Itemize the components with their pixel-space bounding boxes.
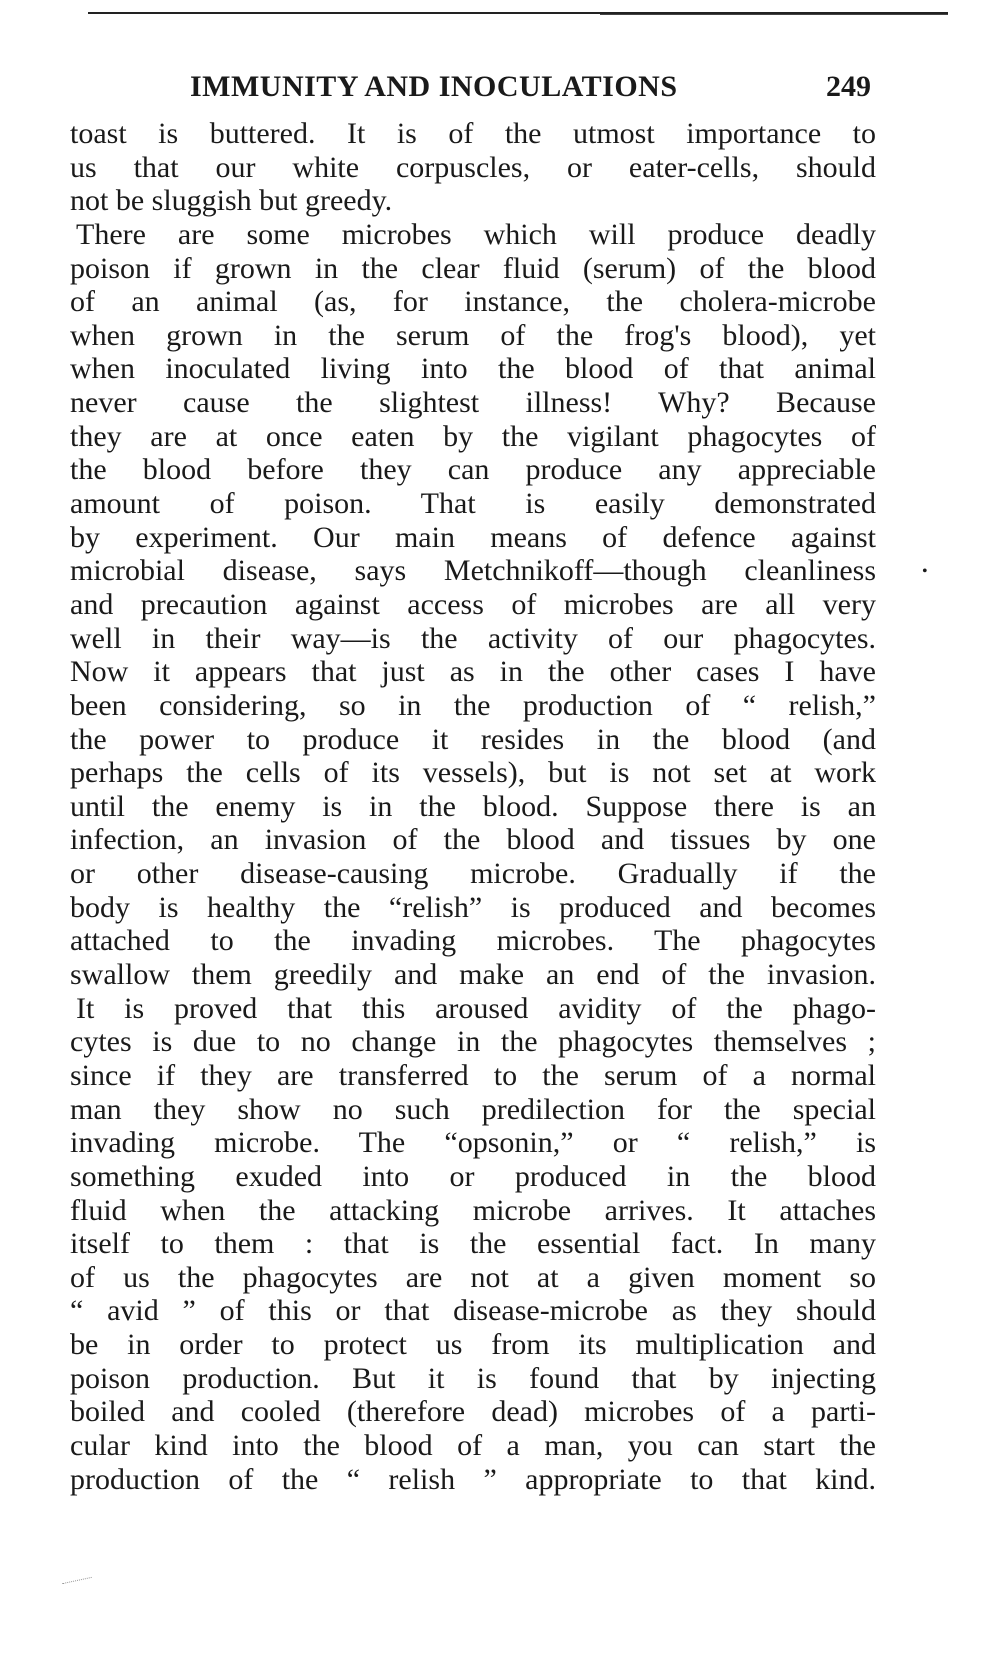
text-line: swallow them greedily and make an end of the invasion. [70, 958, 876, 992]
text-line: us that our white corpuscles, or eater-cells, should [70, 150, 876, 184]
text-line: “ avid ” of this or that disease-microbe as they should [70, 1294, 876, 1328]
scan-smudge [62, 1577, 92, 1584]
text-line: toast is buttered. It is of the utmost importance to [70, 117, 876, 150]
paragraph [70, 218, 876, 992]
text-line: never cause the slightest illness! Why? Because [70, 386, 876, 420]
text-line: not be sluggish but greedy. [70, 184, 393, 218]
text-line: something exuded into or produced in the blood [70, 1159, 876, 1193]
text-line: poison if grown in the clear fluid (serum) of the blood [70, 251, 876, 285]
text-line: boiled and cooled (therefore dead) microbes of a parti- [70, 1395, 876, 1429]
text-line: be in order to protect us from its multiplication and [70, 1328, 876, 1362]
body-text [70, 117, 876, 1496]
text-line: There are some microbes which will produce deadly [76, 217, 876, 251]
text-line: and precaution against access of microbes are all very [70, 587, 876, 621]
text-line: microbial disease, says Metchnikoff—though cleanliness [70, 554, 876, 588]
text-line: attached to the invading microbes. The phagocytes [70, 924, 876, 958]
text-line: the power to produce it resides in the blood (and [70, 722, 876, 756]
text-line: well in their way—is the activity of our phagocytes. [70, 621, 876, 655]
paragraph [70, 117, 876, 218]
text-line: Now it appears that just as in the other cases I have [70, 655, 876, 689]
margin-mark: • [922, 563, 928, 580]
text-line: of an animal (as, for instance, the cholera-microbe [70, 285, 876, 319]
text-line: fluid when the attacking microbe arrives. It attaches [70, 1193, 876, 1227]
text-line: perhaps the cells of its vessels), but is not set at work [70, 756, 876, 790]
text-line: when inoculated living into the blood of that animal [70, 352, 876, 386]
text-line: by experiment. Our main means of defence against [70, 520, 876, 554]
text-line: they are at once eaten by the vigilant phagocytes of [70, 419, 876, 453]
text-line: production of the “ relish ” appropriate to that kind. [70, 1462, 876, 1496]
text-line: poison production. But it is found that by injecting [70, 1361, 876, 1395]
text-line: It is proved that this aroused avidity of the phago- [76, 991, 876, 1025]
text-line: invading microbe. The “opsonin,” or “ relish,” is [70, 1126, 876, 1160]
text-line: of us the phagocytes are not at a given moment so [70, 1260, 876, 1294]
text-line: until the enemy is in the blood. Suppose there is an [70, 789, 876, 823]
top-rule-secondary [600, 14, 948, 15]
text-line: or other disease-causing microbe. Gradually if the [70, 857, 876, 891]
running-title: IMMUNITY AND INOCULATIONS [190, 70, 678, 103]
text-line: infection, an invasion of the blood and tissues by one [70, 823, 876, 857]
text-line: since if they are transferred to the serum of a normal [70, 1058, 876, 1092]
text-line: amount of poison. That is easily demonstrated [70, 487, 876, 521]
text-line: body is healthy the “relish” is produced and becomes [70, 890, 876, 924]
page-number: 249 [826, 70, 871, 103]
text-line: when grown in the serum of the frog's blood), yet [70, 318, 876, 352]
text-line: man they show no such predilection for the special [70, 1092, 876, 1126]
text-line: cytes is due to no change in the phagocytes themselves ; [70, 1025, 876, 1059]
text-line: cular kind into the blood of a man, you can start the [70, 1428, 876, 1462]
text-line: been considering, so in the production of “ relish,” [70, 688, 876, 722]
text-line: the blood before they can produce any appreciable [70, 453, 876, 487]
text-line: itself to them : that is the essential fact. In many [70, 1227, 876, 1261]
paragraph [70, 992, 876, 1497]
